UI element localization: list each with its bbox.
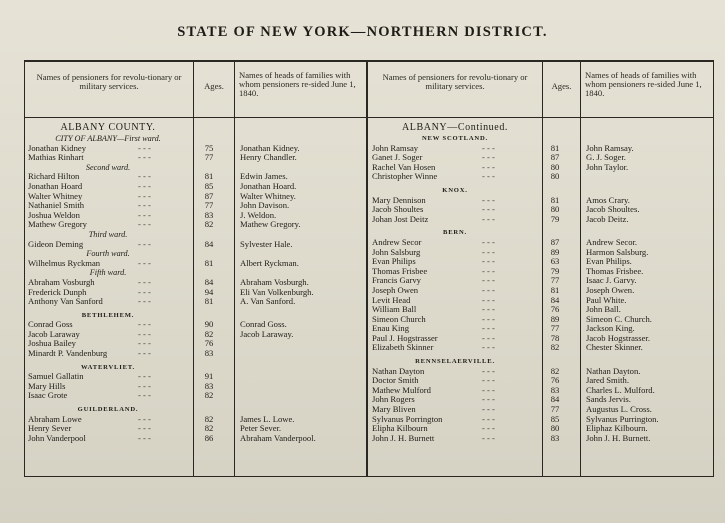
- leader-dots: - - -: [482, 256, 495, 267]
- pensioner-age: 82: [204, 328, 214, 339]
- pensioner-name: Elipha Kilbourn: [372, 423, 428, 434]
- table-row: [372, 215, 712, 225]
- page-title: STATE OF NEW YORK—NORTHERN DISTRICT.: [177, 24, 548, 40]
- head-of-family: Joseph Owen.: [586, 284, 635, 295]
- pensioner-name: Doctor Smith: [372, 375, 419, 386]
- table-row: [372, 315, 712, 325]
- pensioner-name: Paul J. Hogstrasser: [372, 332, 438, 343]
- head-of-family: Henry Chandler.: [240, 152, 297, 163]
- pensioner-name: John J. H. Burnett: [372, 432, 435, 443]
- leader-dots: - - -: [138, 328, 151, 339]
- leader-dots: - - -: [138, 257, 151, 268]
- pensioner-age: 82: [550, 365, 560, 376]
- head-of-family: Sands Jervis.: [586, 394, 631, 405]
- head-of-family: Chester Skinner.: [586, 342, 643, 353]
- pensioner-name: Mary Hills: [28, 380, 66, 391]
- table-row: [28, 382, 368, 392]
- head-of-family: Walter Whitney.: [240, 190, 296, 201]
- pensioner-name: Joshua Bailey: [28, 338, 76, 349]
- leader-dots: - - -: [482, 152, 495, 163]
- leader-dots: - - -: [482, 161, 495, 172]
- pensioner-age: 63: [550, 256, 560, 267]
- pensioner-age: 77: [550, 275, 560, 286]
- table-row: [28, 372, 368, 382]
- table-row: [372, 343, 712, 353]
- ward-heading: Second ward.: [85, 162, 131, 172]
- pensioner-age: 80: [550, 423, 560, 434]
- pensioner-age: 77: [204, 152, 214, 163]
- pensioner-name: Francis Garvy: [372, 275, 421, 286]
- pensioner-age: 82: [204, 219, 214, 230]
- leader-dots: - - -: [138, 219, 151, 230]
- pensioner-age: 82: [204, 390, 214, 401]
- head-of-family: Eliphaz Kilbourn.: [586, 423, 648, 434]
- pensioner-name: Enau King: [372, 323, 409, 334]
- pensioner-name: Samuel Gallatin: [28, 371, 84, 382]
- header-ages-right: Ages.: [551, 81, 572, 91]
- table-row: [372, 248, 712, 258]
- pensioner-name: Minardt P. Vandenburg: [28, 348, 108, 359]
- leader-dots: - - -: [482, 432, 495, 443]
- table-row: [28, 415, 368, 425]
- pensioner-age: 76: [204, 338, 214, 349]
- head-of-family: Conrad Goss.: [240, 319, 287, 330]
- pensioner-name: Mathew Mulford: [372, 384, 431, 395]
- pensioner-name: Abraham Lowe: [28, 413, 82, 424]
- head-of-family: Eli Van Volkenburgh.: [240, 286, 314, 297]
- pensioner-name: Isaac Grote: [28, 390, 68, 401]
- head-of-family: Andrew Secor.: [586, 236, 638, 247]
- head-of-family: J. Weldon.: [240, 209, 277, 220]
- head-of-family: Thomas Frisbee.: [586, 265, 644, 276]
- leader-dots: - - -: [138, 286, 151, 297]
- head-of-family: Jackson King.: [586, 323, 635, 334]
- table-row: [28, 330, 368, 340]
- header-rule: [24, 117, 714, 118]
- leader-dots: - - -: [482, 413, 495, 424]
- county-heading: ALBANY COUNTY.: [60, 122, 156, 133]
- table-row: [372, 386, 712, 396]
- header-pensioners-right: Names of pensioners for revolu-tionary or military services.: [382, 72, 528, 91]
- head-of-family: Jonathan Kidney.: [240, 142, 300, 153]
- leader-dots: - - -: [138, 180, 151, 191]
- pensioner-name: Sylvanus Porrington: [372, 413, 443, 424]
- leader-dots: - - -: [482, 332, 495, 343]
- pensioner-age: 89: [550, 313, 560, 324]
- bottom-rule: [24, 476, 714, 477]
- pensioner-age: 81: [204, 257, 214, 268]
- town-heading: GUILDERLAND.: [77, 406, 139, 414]
- leader-dots: - - -: [482, 194, 495, 205]
- head-of-family: Charles L. Mulford.: [586, 384, 655, 395]
- leader-dots: - - -: [138, 200, 151, 211]
- pensioner-age: 81: [550, 284, 560, 295]
- leader-dots: - - -: [482, 171, 495, 182]
- left-table-body: [28, 123, 368, 443]
- top-rule: [24, 60, 714, 62]
- pensioner-age: 81: [550, 142, 560, 153]
- pensioner-age: 84: [204, 276, 214, 287]
- leader-dots: - - -: [482, 265, 495, 276]
- pensioner-age: 81: [204, 296, 214, 307]
- pensioner-name: Christopher Winne: [372, 171, 438, 182]
- leader-dots: - - -: [482, 365, 495, 376]
- pensioner-name: William Ball: [372, 304, 417, 315]
- pensioner-name: Nathaniel Smith: [28, 200, 85, 211]
- leader-dots: - - -: [138, 190, 151, 201]
- pensioner-name: Mary Dennison: [372, 194, 426, 205]
- ward-heading: Fifth ward.: [89, 268, 127, 278]
- head-of-family: Peter Sever.: [240, 423, 282, 434]
- table-row: [372, 196, 712, 206]
- pensioner-name: Jacob Laraway: [28, 328, 80, 339]
- leader-dots: - - -: [482, 204, 495, 215]
- pensioner-age: 87: [204, 190, 214, 201]
- ward-heading: Third ward.: [88, 229, 128, 239]
- leader-dots: - - -: [138, 380, 151, 391]
- pensioner-name: Henry Sever: [28, 423, 72, 434]
- pensioner-age: 80: [550, 161, 560, 172]
- pensioner-age: 85: [550, 413, 560, 424]
- pensioner-name: Abraham Vosburgh: [28, 276, 95, 287]
- right-border: [713, 60, 714, 477]
- pensioner-age: 82: [204, 413, 214, 424]
- table-row: [372, 144, 712, 154]
- pensioner-name: Anthony Van Sanford: [28, 296, 103, 307]
- head-of-family: John Taylor.: [586, 161, 629, 172]
- leader-dots: - - -: [482, 284, 495, 295]
- right-table-body: [372, 123, 712, 443]
- leader-dots: - - -: [138, 338, 151, 349]
- town-heading: NEW SCOTLAND.: [422, 135, 488, 142]
- pensioner-name: Ganet J. Soger: [372, 152, 423, 163]
- pensioner-age: 78: [550, 332, 560, 343]
- table-row: [28, 297, 368, 307]
- pensioner-name: Rachel Van Hosen: [372, 161, 436, 172]
- table-row: [372, 286, 712, 296]
- pensioner-age: 81: [204, 171, 214, 182]
- head-of-family: Jacob Deitz.: [586, 213, 629, 224]
- leader-dots: - - -: [138, 296, 151, 307]
- ward-heading: CITY OF ALBANY—First ward.: [55, 134, 161, 143]
- table-row: [372, 276, 712, 286]
- county-heading: ALBANY—Continued.: [401, 122, 509, 133]
- pensioner-name: Elizabeth Skinner: [372, 342, 434, 353]
- pensioner-age: 83: [550, 384, 560, 395]
- pensioner-age: 75: [204, 142, 214, 153]
- leader-dots: - - -: [138, 171, 151, 182]
- pensioner-name: Nathan Dayton: [372, 365, 425, 376]
- table-row: [372, 395, 712, 405]
- town-heading: RENNSELAERVILLE.: [415, 358, 495, 366]
- leader-dots: - - -: [138, 348, 151, 359]
- pensioner-age: 89: [550, 246, 560, 257]
- leader-dots: - - -: [482, 384, 495, 395]
- pensioner-age: 80: [550, 171, 560, 182]
- pensioner-name: John Vanderpool: [28, 432, 86, 443]
- pensioner-age: 83: [204, 380, 214, 391]
- town-heading: BERN.: [443, 229, 467, 237]
- table-row: [372, 238, 712, 248]
- leader-dots: - - -: [138, 319, 151, 330]
- pensioner-age: 87: [550, 152, 560, 163]
- pensioner-age: 86: [204, 432, 214, 443]
- head-of-family: James L. Lowe.: [240, 413, 295, 424]
- pensioner-name: Wilhelmus Ryckman: [28, 257, 101, 268]
- pensioner-age: 84: [550, 394, 560, 405]
- header-heads-left: Names of heads of families with whom pensioners re-sided June 1, 1840.: [239, 70, 356, 98]
- pensioner-name: Conrad Goss: [28, 319, 73, 330]
- pensioner-name: Frederick Dunph: [28, 286, 87, 297]
- pensioner-age: 85: [204, 180, 214, 191]
- pensioner-name: John Rogers: [372, 394, 415, 405]
- header-pensioners-left: Names of pensioners for revolu-tionary or military services.: [36, 72, 182, 91]
- head-of-family: Jacob Shoultes.: [586, 204, 640, 215]
- pensioner-age: 80: [550, 204, 560, 215]
- pensioner-name: Simeon Church: [372, 313, 426, 324]
- head-of-family: John Ball.: [586, 304, 621, 315]
- table-row: [372, 172, 712, 182]
- head-of-family: Jacob Hogstrasser.: [586, 332, 650, 343]
- table-row: [28, 240, 368, 250]
- leader-dots: - - -: [482, 423, 495, 434]
- leader-dots: - - -: [482, 246, 495, 257]
- head-of-family: Albert Ryckman.: [240, 257, 299, 268]
- pensioner-name: Levit Head: [372, 294, 411, 305]
- head-of-family: John J. H. Burnett.: [586, 432, 651, 443]
- pensioner-age: 81: [550, 194, 560, 205]
- pensioner-name: Jonathan Hoard: [28, 180, 83, 191]
- pensioner-name: Joshua Weldon: [28, 209, 80, 220]
- table-row: [372, 296, 712, 306]
- head-of-family: G. J. Soger.: [586, 152, 626, 163]
- town-heading: WATERVLIET.: [81, 363, 135, 371]
- pensioner-name: Mathew Gregory: [28, 219, 87, 230]
- pensioner-name: Richard Hilton: [28, 171, 80, 182]
- pensioner-age: 79: [550, 213, 560, 224]
- pensioner-age: 87: [550, 236, 560, 247]
- leader-dots: - - -: [482, 394, 495, 405]
- pensioner-name: Mary Bliven: [372, 404, 416, 415]
- pensioner-name: Jacob Shoultes: [372, 204, 424, 215]
- head-of-family: Harmon Salsburg.: [586, 246, 649, 257]
- table-row: [28, 434, 368, 444]
- head-of-family: Sylvanus Purrington.: [586, 413, 659, 424]
- leader-dots: - - -: [138, 209, 151, 220]
- pensioner-name: John Salsburg: [372, 246, 421, 257]
- head-of-family: Amos Crary.: [586, 194, 630, 205]
- header-heads-right: Names of heads of families with whom pensioners re-sided June 1, 1840.: [585, 70, 702, 98]
- pensioner-age: 90: [204, 319, 214, 330]
- leader-dots: - - -: [482, 404, 495, 415]
- head-of-family: Mathew Gregory.: [240, 219, 301, 230]
- pensioner-name: Joseph Owen: [372, 284, 419, 295]
- leader-dots: - - -: [482, 342, 495, 353]
- head-of-family: Abraham Vanderpool.: [240, 432, 316, 443]
- head-of-family: Augustus L. Cross.: [586, 404, 652, 415]
- leader-dots: - - -: [482, 142, 495, 153]
- leader-dots: - - -: [138, 152, 151, 163]
- leader-dots: - - -: [482, 375, 495, 386]
- table-row: [372, 434, 712, 444]
- pensioner-age: 91: [204, 371, 214, 382]
- leader-dots: - - -: [138, 371, 151, 382]
- leader-dots: - - -: [138, 276, 151, 287]
- table-row: [28, 153, 368, 163]
- head-of-family: Abraham Vosburgh.: [240, 276, 309, 287]
- head-of-family: Jonathan Hoard.: [240, 180, 297, 191]
- pensioner-name: Thomas Frisbee: [372, 265, 428, 276]
- leader-dots: - - -: [482, 275, 495, 286]
- pensioner-name: Johan Jost Deitz: [372, 213, 429, 224]
- pensioner-name: Andrew Secor: [372, 236, 422, 247]
- pensioner-name: Evan Philips: [372, 256, 416, 267]
- table-row: [28, 391, 368, 401]
- head-of-family: Jacob Laraway.: [240, 328, 294, 339]
- pensioner-age: 84: [204, 238, 214, 249]
- left-border: [24, 60, 25, 477]
- pensioner-age: 77: [550, 404, 560, 415]
- head-of-family: John Davison.: [240, 200, 290, 211]
- head-of-family: John Ramsay.: [586, 142, 634, 153]
- town-heading: BETHLEHEM.: [81, 311, 135, 319]
- table-row: [372, 267, 712, 277]
- pensioner-age: 83: [550, 432, 560, 443]
- head-of-family: Simeon C. Church.: [586, 313, 652, 324]
- leader-dots: - - -: [482, 213, 495, 224]
- pensioner-name: John Ramsay: [372, 142, 419, 153]
- ward-heading: Fourth ward.: [86, 249, 130, 259]
- pensioner-age: 76: [550, 375, 560, 386]
- leader-dots: - - -: [482, 294, 495, 305]
- leader-dots: - - -: [138, 142, 151, 153]
- table-row: [28, 259, 368, 269]
- head-of-family: Nathan Dayton.: [586, 365, 641, 376]
- pensioner-age: 76: [550, 304, 560, 315]
- head-of-family: A. Van Sanford.: [240, 296, 296, 307]
- pensioner-age: 77: [550, 323, 560, 334]
- pensioner-age: 94: [204, 286, 214, 297]
- pensioner-name: Mathias Rinhart: [28, 152, 84, 163]
- head-of-family: Paul White.: [586, 294, 627, 305]
- leader-dots: - - -: [138, 432, 151, 443]
- leader-dots: - - -: [482, 323, 495, 334]
- leader-dots: - - -: [138, 390, 151, 401]
- pensioner-age: 79: [550, 265, 560, 276]
- leader-dots: - - -: [138, 423, 151, 434]
- leader-dots: - - -: [482, 313, 495, 324]
- pensioner-age: 83: [204, 348, 214, 359]
- leader-dots: - - -: [482, 236, 495, 247]
- head-of-family: Edwin James.: [240, 171, 288, 182]
- pensioner-age: 82: [550, 342, 560, 353]
- leader-dots: - - -: [138, 413, 151, 424]
- town-heading: KNOX.: [442, 186, 468, 194]
- table-row: [372, 367, 712, 377]
- header-ages-left: Ages.: [204, 81, 224, 91]
- pensioner-name: Walter Whitney: [28, 190, 83, 201]
- pensioner-name: Gideon Deming: [28, 238, 84, 249]
- head-of-family: Evan Philips.: [586, 256, 632, 267]
- head-of-family: Jared Smith.: [586, 375, 629, 386]
- leader-dots: - - -: [482, 304, 495, 315]
- table-row: [28, 220, 368, 230]
- pensioner-age: 84: [550, 294, 560, 305]
- leader-dots: - - -: [138, 238, 151, 249]
- head-of-family: Isaac J. Garvy.: [586, 275, 637, 286]
- pensioner-age: 83: [204, 209, 214, 220]
- pensioner-name: Jonathan Kidney: [28, 142, 86, 153]
- pensioner-age: 77: [204, 200, 214, 211]
- head-of-family: Sylvester Hale.: [240, 238, 293, 249]
- pensioner-age: 82: [204, 423, 214, 434]
- table-row: [28, 349, 368, 359]
